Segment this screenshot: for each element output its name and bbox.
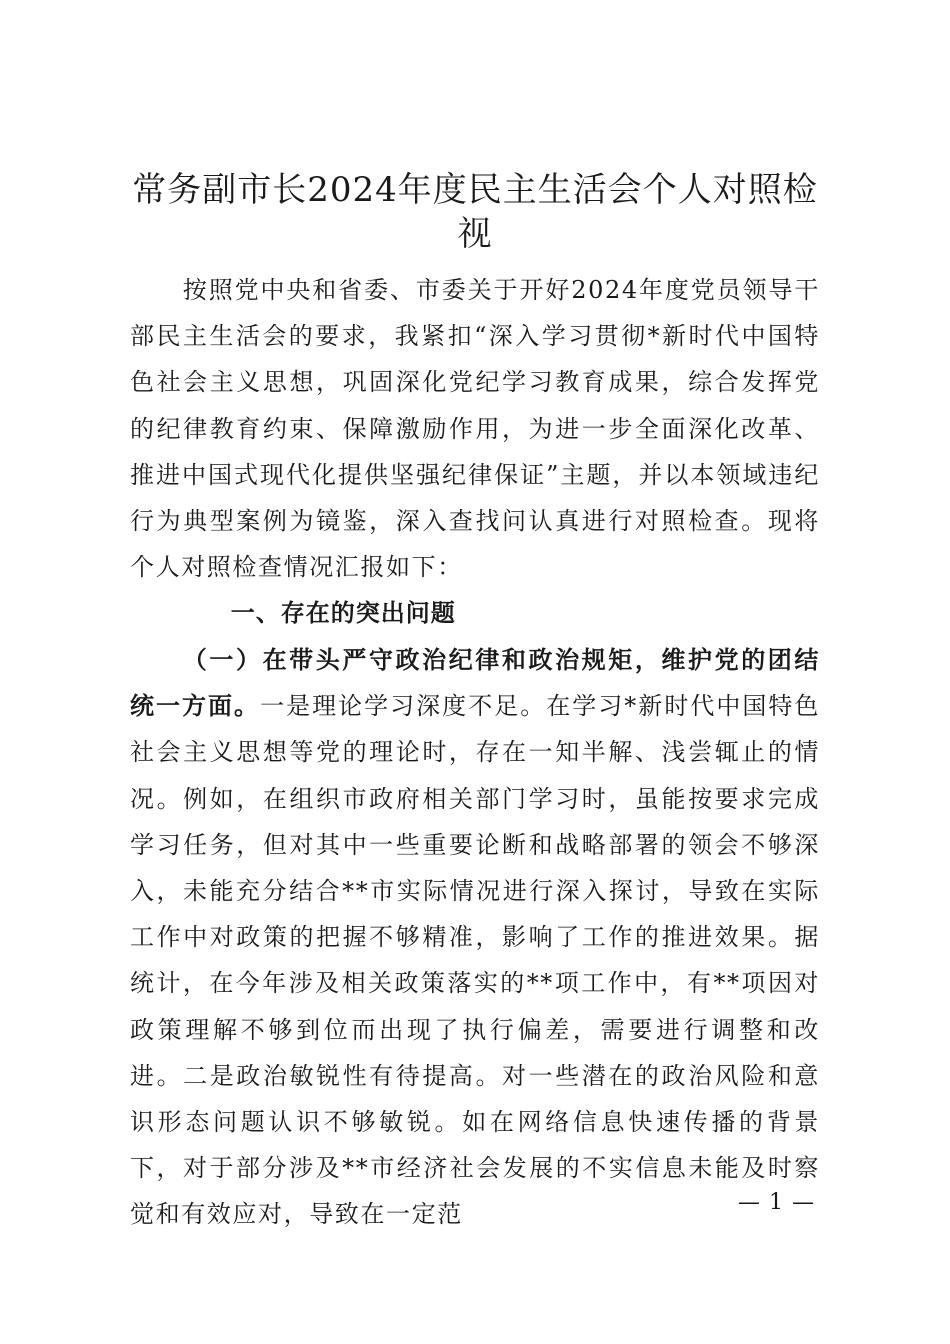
page-number: — 1 — xyxy=(738,1190,815,1215)
section-heading: 一、存在的突出问题 xyxy=(230,599,456,627)
document-title: 常务副市长2024年度民主生活会个人对照检视 xyxy=(132,170,818,254)
subsection-paragraph xyxy=(130,637,820,1238)
subsection-body: 一是理论学习深度不足。在学习*新时代中国特色社会主义思想等党的理论时，存在一知半解、浅尝辄止的情况。例如，在组织市政府相关部门学习时，虽能按要求完成学习任务，但对其中一些重要论断和战略部署的领会不够深入，未能充分结合**市实际情况进行深入探讨，导致在实际工作中对政策的把握不够精准，影响了工作的推进效果。据统计，在今年涉及相关政策落实的**项工作中，有**项因对政策理解不够到位而出现了执行偏差，需要进行调整和改进。二是政治敏锐性有待提高。对一些潜在的政治风险和意识形态问题认识不够敏锐。如在网络信息快速传播的背景下，对于部分涉及**市经济社会发展的不实信息未能及时察觉和有效应对，导致在一定范 xyxy=(130,692,820,1229)
intro-paragraph: 按照党中央和省委、市委关于开好2024年度党员领导干部民主生活会的要求，我紧扣“深入学习贯彻*新时代中国特色社会主义思想，巩固深化党纪学习教育成果，综合发挥党的纪律教育约束、保障激励作用，为进一步全面深化改革、推进中国式现代化提供坚强纪律保证”主题，并以本领域违纪行为典型案例为镜鉴，深入查找问认真进行对照检查。现将个人对照检查情况汇报如下： xyxy=(130,276,820,582)
subsection-lead: （一）在带头严守政治纪律和政治规矩，维护党的团结统一方面。 xyxy=(130,645,820,721)
